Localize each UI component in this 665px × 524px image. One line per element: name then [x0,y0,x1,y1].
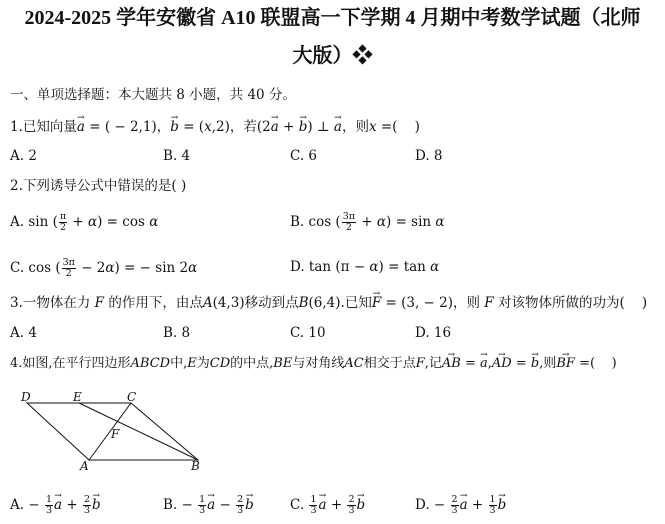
question-3-option-b[interactable]: B. 8 [163,325,191,341]
question-1-option-d[interactable]: D. 8 [415,148,443,164]
label-e: E [73,390,82,404]
question-3-option-d[interactable]: D. 16 [415,325,452,341]
page-title: 2024-2025 学年安徽省 A10 联盟高一下学期 4 月期中考数学试题（北师 [24,7,641,29]
question-3-option-a[interactable]: A. 4 [10,325,37,341]
question-2-option-d[interactable]: D. tan (π − α) = tan α [290,259,440,275]
label-d: D [21,390,31,404]
question-1-option-b[interactable]: B. 4 [163,148,191,164]
question-2-option-b[interactable]: B. cos ( $\frac{3\pi}{2}$ + α) = sin α [290,211,445,233]
question-3-option-c[interactable]: C. 10 [290,325,326,341]
question-4-option-d[interactable]: D. − $\frac{2}{3}$ → a + $\frac{1}{3}$ → b [415,495,506,516]
label-b: B [191,459,200,473]
question-2-stem: 2.下列诱导公式中错误的是( ) [10,178,187,194]
question-3-stem: 3.一物体在力 F 的作用下，由点A(4,3)移动到点B(6,4).已知→ F = (3, − 2)，则 F 对该物体所做的功为( ) [10,294,647,312]
question-1-option-c[interactable]: C. 6 [290,148,318,164]
question-1-option-a[interactable]: A. 2 [10,148,37,164]
question-4-stem: 4.如图,在平行四边形ABCD中,E为CD的中点,BE与对角线AC相交于点F,记→ AB = → a,→ AD = → b,则→ BF =( ) [10,355,617,373]
parallelogram-figure [14,390,224,475]
question-2-option-a[interactable]: A. sin ( $\frac{\pi}{2}$ + α) = cos α [10,211,159,233]
diagonal-ac [89,403,131,460]
label-c: C [127,390,137,404]
label-a: A [80,459,89,473]
segment-be [79,403,198,460]
question-1-stem: 1.已知向量→ a = ( − 2,1)，→ b = (x,2)，若(2→ a + → b) ⊥ → a，则x =( ) [10,118,420,136]
question-4-option-b[interactable]: B. − $\frac{1}{3}$ → a − $\frac{2}{3}$ → b [163,495,254,516]
question-4-option-a[interactable]: A. − $\frac{1}{3}$ → a + $\frac{2}{3}$ → b [10,495,101,516]
section-heading: 一、单项选择题：本大题共 8 小题，共 40 分。 [10,87,296,103]
question-2-option-c[interactable]: C. cos ( $\frac{3\pi}{2}$ − 2α) = − sin 2α [10,257,198,279]
page-title-continued: 大版）❖ [292,45,373,67]
question-4-option-c[interactable]: C. $\frac{1}{3}$ → a + $\frac{2}{3}$ → b [290,495,365,516]
label-f: F [111,427,120,441]
